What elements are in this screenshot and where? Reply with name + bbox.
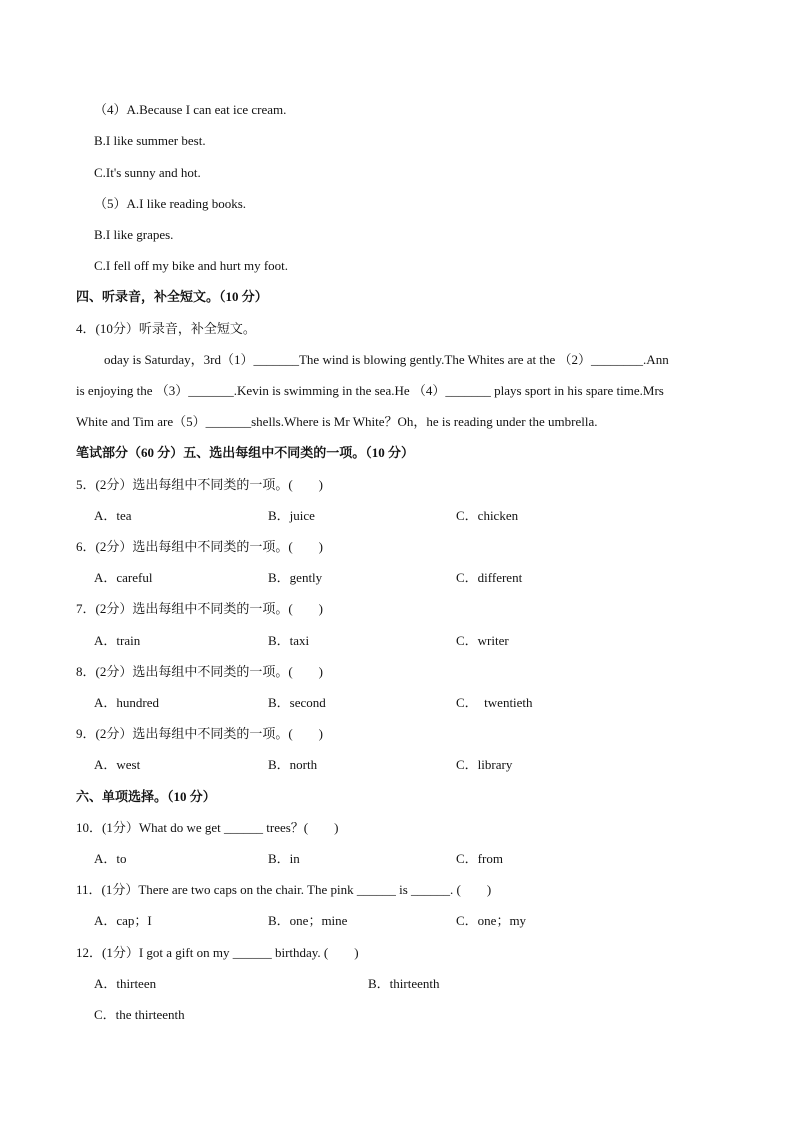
section-4-heading: 四、听录音，补全短文。（10 分） <box>76 289 268 304</box>
question-11-option-c: C．one；my <box>456 913 527 928</box>
question-5-option-c: C．chicken <box>456 508 519 523</box>
question-7-option-b: B．taxi <box>268 633 310 648</box>
question-11-option-b: B．one；mine <box>268 913 348 928</box>
question-11-stem: 11．(1分）There are two caps on the chair. The pink ______ is ______. ( ) <box>76 882 492 897</box>
question-8-stem: 8．(2分）选出每组中不同类的一项。( ) <box>76 664 323 679</box>
question-12-stem: 12．(1分）I got a gift on my ______ birthday. ( ) <box>76 945 359 960</box>
passage-line-3: White and Tim are（5）_______shells.Where is Mr White？Oh，he is reading under the umbrella. <box>76 414 598 429</box>
question-12-option-b: B．thirteenth <box>368 976 440 991</box>
section-5-heading: 笔试部分（60 分）五、选出每组中不同类的一项。（10 分） <box>76 445 415 460</box>
passage-line-2: is enjoying the （3）_______.Kevin is swimming in the sea.He （4）_______ plays sport in his spare time.Mrs <box>76 383 664 398</box>
answer-option-5a: （5）A.I like reading books. <box>94 196 247 211</box>
question-8-option-b: B．second <box>268 695 326 710</box>
question-4-stem: 4．(10分）听录音，补全短文。 <box>76 321 256 336</box>
section-6-heading: 六、单项选择。（10 分） <box>76 789 216 804</box>
question-5-option-a: A．tea <box>94 508 132 523</box>
question-8-option-c: C． twentieth <box>456 695 533 710</box>
question-8-option-a: A．hundred <box>94 695 159 710</box>
question-6-option-a: A．careful <box>94 570 153 585</box>
question-9-option-b: B．north <box>268 757 318 772</box>
question-6-option-b: B．gently <box>268 570 323 585</box>
question-12-option-c: C．the thirteenth <box>94 1007 185 1022</box>
question-7-option-c: C．writer <box>456 633 509 648</box>
answer-option-4c: C.It's sunny and hot. <box>94 165 201 180</box>
answer-option-5c: C.I fell off my bike and hurt my foot. <box>94 258 289 273</box>
question-7-stem: 7．(2分）选出每组中不同类的一项。( ) <box>76 601 323 616</box>
question-9-option-a: A．west <box>94 757 141 772</box>
question-9-stem: 9．(2分）选出每组中不同类的一项。( ) <box>76 726 323 741</box>
question-10-option-c: C．from <box>456 851 503 866</box>
question-9-option-c: C．library <box>456 757 513 772</box>
question-11-option-a: A．cap；I <box>94 913 152 928</box>
question-10-stem: 10．(1分）What do we get ______ trees？( ) <box>76 820 339 835</box>
question-5-option-b: B．juice <box>268 508 315 523</box>
answer-option-4a: （4）A.Because I can eat ice cream. <box>94 102 287 117</box>
question-10-option-a: A．to <box>94 851 127 866</box>
question-12-option-a: A．thirteen <box>94 976 157 991</box>
question-6-stem: 6．(2分）选出每组中不同类的一项。( ) <box>76 539 323 554</box>
answer-option-4b: B.I like summer best. <box>94 133 206 148</box>
question-10-option-b: B．in <box>268 851 300 866</box>
passage-line-1: oday is Saturday，3rd（1）_______The wind is blowing gently.The Whites are at the （2）________.Ann <box>104 352 669 367</box>
question-7-option-a: A．train <box>94 633 141 648</box>
question-6-option-c: C．different <box>456 570 523 585</box>
question-5-stem: 5．(2分）选出每组中不同类的一项。( ) <box>76 477 323 492</box>
answer-option-5b: B.I like grapes. <box>94 227 174 242</box>
